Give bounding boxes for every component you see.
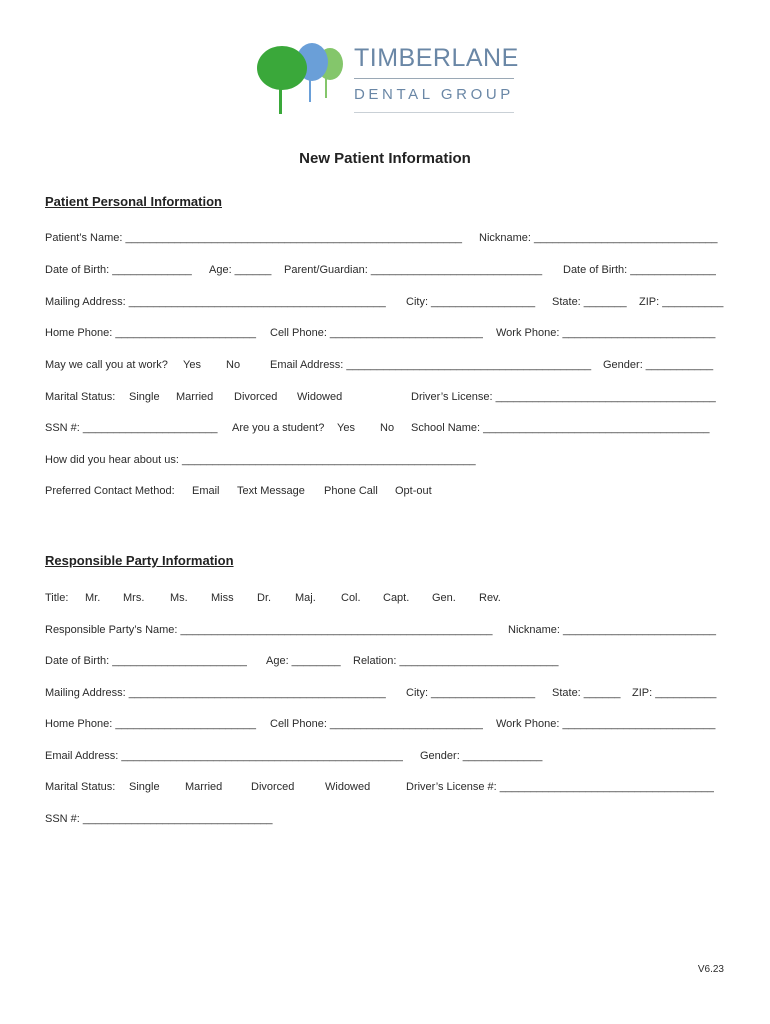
responsible-home-phone-field[interactable]: Home Phone: _______________________: [45, 718, 257, 730]
contact-phone[interactable]: Phone Call: [324, 485, 378, 497]
school-name-field[interactable]: School Name: _____________________________________: [411, 422, 710, 434]
responsible-marital-widowed[interactable]: Widowed: [325, 781, 371, 793]
responsible-gender-field[interactable]: Gender: _____________: [420, 750, 543, 762]
call-work-yes[interactable]: Yes: [183, 359, 201, 371]
contact-email[interactable]: Email: [192, 485, 220, 497]
title-option[interactable]: Mrs.: [123, 592, 145, 604]
responsible-age-field[interactable]: Age: ________: [266, 655, 341, 667]
responsible-marital-single[interactable]: Single: [129, 781, 160, 793]
title-option[interactable]: Maj.: [295, 592, 316, 604]
responsible-zip-field[interactable]: ZIP: __________: [632, 687, 717, 699]
contact-optout[interactable]: Opt-out: [395, 485, 432, 497]
document-title: New Patient Information: [299, 150, 471, 167]
patient-address-field[interactable]: Mailing Address: __________________________________________: [45, 296, 386, 308]
title-option[interactable]: Dr.: [257, 592, 272, 604]
responsible-city-field[interactable]: City: _________________: [406, 687, 536, 699]
patient-work-phone-field[interactable]: Work Phone: _________________________: [496, 327, 716, 339]
responsible-state-field[interactable]: State: ______: [552, 687, 621, 699]
patient-dob-field[interactable]: Date of Birth: _____________: [45, 264, 192, 276]
marital-widowed[interactable]: Widowed: [297, 391, 343, 403]
title-option[interactable]: Gen.: [432, 592, 456, 604]
title-option[interactable]: Rev.: [479, 592, 501, 604]
brand-divider-bottom: [354, 112, 514, 113]
marital-label: Marital Status:: [45, 391, 116, 403]
responsible-marital-label: Marital Status:: [45, 781, 116, 793]
title-option[interactable]: Miss: [211, 592, 234, 604]
responsible-email-field[interactable]: Email Address: ______________________________________________: [45, 750, 403, 762]
patient-gender-field[interactable]: Gender: ___________: [603, 359, 714, 371]
patient-nickname-field[interactable]: Nickname: ______________________________: [479, 232, 718, 244]
patient-license-field[interactable]: Driver’s License: ____________________________________: [411, 391, 716, 403]
brand-divider: [354, 78, 514, 79]
responsible-ssn-field[interactable]: SSN #: _______________________________: [45, 813, 273, 825]
call-work-no[interactable]: No: [226, 359, 241, 371]
student-label: Are you a student?: [232, 422, 325, 434]
patient-ssn-field[interactable]: SSN #: ______________________: [45, 422, 218, 434]
title-option[interactable]: Col.: [341, 592, 361, 604]
guardian-dob-field[interactable]: Date of Birth: ______________: [563, 264, 716, 276]
patient-home-phone-field[interactable]: Home Phone: _______________________: [45, 327, 257, 339]
responsible-license-field[interactable]: Driver’s License #: ___________________________________: [406, 781, 714, 793]
brand-name: TIMBERLANE: [354, 44, 519, 72]
responsible-address-field[interactable]: Mailing Address: __________________________________________: [45, 687, 386, 699]
marital-married[interactable]: Married: [176, 391, 214, 403]
patient-age-field[interactable]: Age: ______: [209, 264, 272, 276]
patient-cell-phone-field[interactable]: Cell Phone: _________________________: [270, 327, 483, 339]
contact-method-label: Preferred Contact Method:: [45, 485, 175, 497]
responsible-cell-phone-field[interactable]: Cell Phone: _________________________: [270, 718, 483, 730]
hear-about-field[interactable]: How did you hear about us: ________________________________________________: [45, 454, 476, 466]
responsible-nickname-field[interactable]: Nickname: _________________________: [508, 624, 716, 636]
brand-subtitle: DENTAL GROUP: [354, 86, 514, 103]
patient-state-field[interactable]: State: _______: [552, 296, 627, 308]
patient-name-field[interactable]: Patient’s Name: _______________________________________________________: [45, 232, 462, 244]
version-label: V6.23: [697, 964, 724, 975]
responsible-marital-divorced[interactable]: Divorced: [251, 781, 295, 793]
patient-section-heading: Patient Personal Information: [45, 194, 222, 209]
title-option[interactable]: Capt.: [383, 592, 410, 604]
responsible-marital-married[interactable]: Married: [185, 781, 223, 793]
marital-divorced[interactable]: Divorced: [234, 391, 278, 403]
responsible-dob-field[interactable]: Date of Birth: ______________________: [45, 655, 247, 667]
marital-single[interactable]: Single: [129, 391, 160, 403]
patient-city-field[interactable]: City: _________________: [406, 296, 536, 308]
student-no[interactable]: No: [380, 422, 395, 434]
responsible-name-field[interactable]: Responsible Party’s Name: ___________________________________________________: [45, 624, 493, 636]
title-label: Title:: [45, 592, 69, 604]
timberlane-logo: [252, 42, 522, 118]
responsible-relation-field[interactable]: Relation: __________________________: [353, 655, 559, 667]
patient-zip-field[interactable]: ZIP: __________: [639, 296, 724, 308]
call-work-label: May we call you at work?: [45, 359, 168, 371]
title-option[interactable]: Mr.: [85, 592, 101, 604]
patient-email-field[interactable]: Email Address: ________________________________________: [270, 359, 592, 371]
contact-text[interactable]: Text Message: [237, 485, 305, 497]
title-option[interactable]: Ms.: [170, 592, 188, 604]
responsible-section-heading: Responsible Party Information: [45, 553, 234, 568]
student-yes[interactable]: Yes: [337, 422, 355, 434]
tree-logo-icon: [252, 42, 352, 118]
guardian-field[interactable]: Parent/Guardian: ____________________________: [284, 264, 543, 276]
responsible-work-phone-field[interactable]: Work Phone: _________________________: [496, 718, 716, 730]
